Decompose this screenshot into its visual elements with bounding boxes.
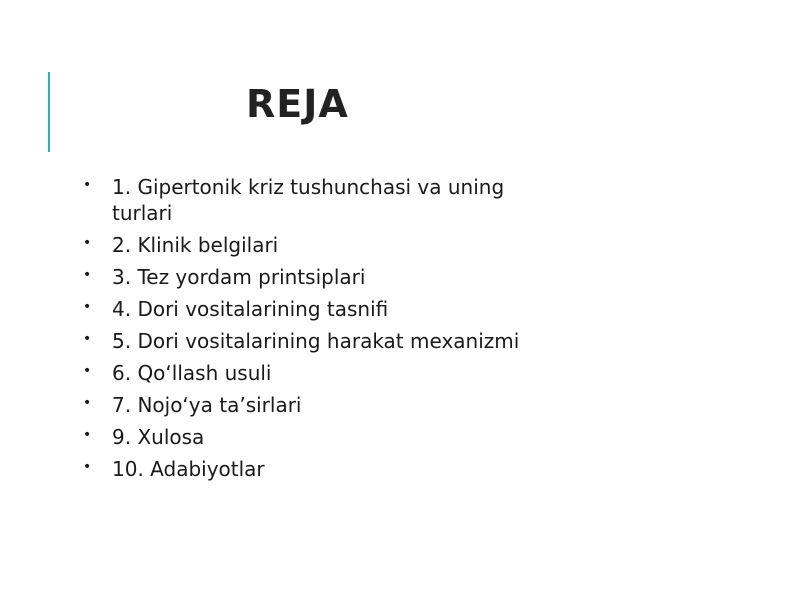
list-item (80, 174, 550, 226)
agenda-list (80, 174, 550, 488)
bullet-icon: • (83, 177, 92, 193)
bullet-icon: • (83, 299, 92, 315)
list-item-text: 7. Nojo‘ya ta’sirlari (112, 393, 302, 417)
list-item (80, 264, 550, 290)
list-item (80, 424, 550, 450)
bullet-icon: • (83, 363, 92, 379)
bullet-icon: • (83, 427, 92, 443)
list-item (80, 392, 550, 418)
list-item-text: 5. Dori vositalarining harakat mexanizmi (112, 329, 520, 353)
list-item-text: 1. Gipertonik kriz tushunchasi va uning turlari (112, 175, 505, 225)
bullet-icon: • (83, 459, 92, 475)
bullet-icon: • (83, 331, 92, 347)
list-item (80, 360, 550, 386)
list-item (80, 328, 550, 354)
list-item-text: 10. Adabiyotlar (112, 457, 265, 481)
list-item (80, 232, 550, 258)
list-item-text: 6. Qo‘llash usuli (112, 361, 272, 385)
list-item-text: 2. Klinik belgilari (112, 233, 279, 257)
bullet-icon: • (83, 395, 92, 411)
list-item-text: 4. Dori vositalarining tasnifi (112, 297, 389, 321)
bullet-icon: • (83, 267, 92, 283)
list-item (80, 296, 550, 322)
list-item-text: 9. Xulosa (112, 425, 205, 449)
list-item (80, 456, 550, 482)
list-item-text: 3. Tez yordam printsiplari (112, 265, 366, 289)
slide-title: REJA (246, 82, 349, 126)
title-accent-bar (48, 72, 50, 152)
bullet-icon: • (83, 235, 92, 251)
